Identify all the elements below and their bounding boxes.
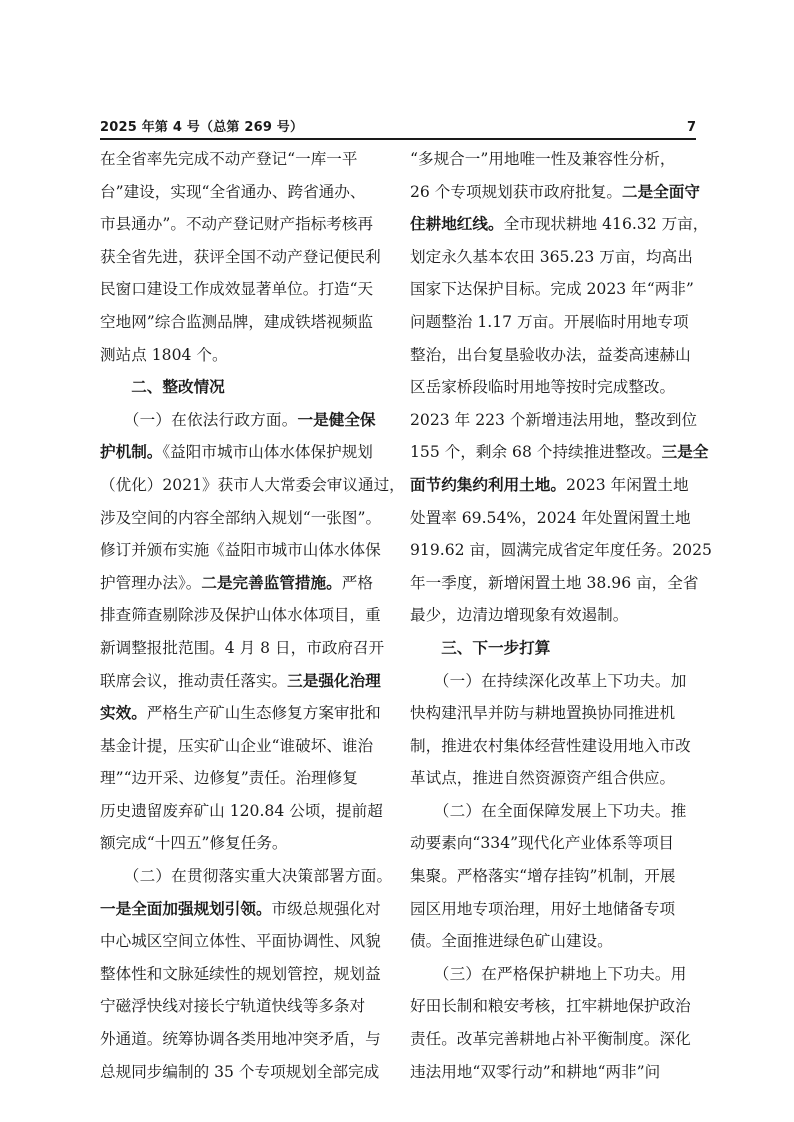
body-text: 年一季度，新增闲置土地 38.96 亩，全省: [410, 573, 699, 592]
text-line: [100, 632, 386, 665]
body-text: 155 个，剩余 68 个持续推进整改。: [410, 443, 662, 462]
body-text: 宁磁浮快线对接长宁轨道快线等多条对: [100, 997, 366, 1016]
body-text: 额完成“十四五”修复任务。: [100, 834, 288, 853]
bold-lead-phrase: 二是全面守: [621, 182, 700, 201]
body-text: 国家下达保护目标。完成 2023 年“两非”: [410, 280, 694, 299]
text-line: [100, 241, 386, 274]
text-line: [100, 273, 386, 306]
body-text: 2023 年 223 个新增违法用地，整改到位: [410, 410, 698, 429]
body-text: 联席会议，推动责任落实。: [100, 671, 288, 690]
body-text: 区岳家桥段临时用地等按时完成整改。: [410, 378, 676, 397]
text-line: [410, 925, 696, 958]
body-text: 2023 年闲置土地: [565, 475, 689, 494]
body-text: 《益阳市城市山体水体保护规划: [162, 443, 373, 462]
text-line: [100, 567, 386, 600]
page-number: 7: [686, 120, 696, 135]
text-line: [410, 990, 696, 1023]
text-line: [410, 665, 696, 698]
issue-label: 2025 年第 4 号（总第 269 号）: [100, 120, 304, 135]
bold-lead-phrase: 面节约集约利用土地。: [410, 475, 566, 494]
text-line: [410, 208, 709, 241]
left-text-column: [100, 143, 405, 1081]
text-line: [410, 143, 696, 176]
body-text: 严格生产矿山生态修复方案审批和: [146, 704, 381, 723]
text-line: [100, 502, 386, 535]
text-line: [410, 371, 696, 404]
body-text: 总规同步编制的 35 个专项规划全部完成: [100, 1062, 380, 1081]
body-text: 动要素向“334”现代化产业体系等项目: [410, 834, 675, 853]
text-line: [410, 502, 696, 535]
body-text: 用: [670, 964, 687, 983]
body-text: 制，推进农村集体经营性建设用地入市改: [410, 736, 691, 755]
subsection-heading: （二）在贯彻落实重大决策部署方面。: [100, 867, 393, 886]
text-line: [100, 958, 386, 991]
body-text: 修订并颁布实施《益阳市城市山体水体保: [100, 541, 381, 560]
body-text: 处置率 69.54%，2024 年处置闲置土地: [410, 508, 691, 527]
text-line: [410, 436, 709, 469]
body-text: 债。全面推进绿色矿山建设。: [410, 932, 613, 951]
text-line: [410, 1023, 696, 1056]
bold-lead-phrase: 住耕地红线。: [410, 215, 504, 234]
text-line: [410, 241, 696, 274]
body-text: 好田长制和粮安考核，扛牢耕地保护政治: [410, 997, 691, 1016]
body-text: 26 个专项规划获市政府批复。: [410, 182, 622, 201]
body-text: 外通道。统筹协调各类用地冲突矛盾，与: [100, 1030, 381, 1049]
body-text: 快构建汛旱并防与耕地置换协同推进机: [410, 704, 676, 723]
body-text: 民窗口建设工作成效显著单位。打造“天: [100, 280, 374, 299]
text-line: [410, 176, 700, 209]
text-line: [100, 827, 386, 860]
text-line: [100, 925, 386, 958]
subsection-heading: （一）在依法行政方面。: [100, 410, 298, 429]
text-line: [410, 958, 696, 991]
body-text: “多规合一”用地唯一性及兼容性分析，: [410, 150, 676, 168]
text-line: [410, 306, 696, 339]
body-text: 台”建设，实现“全省通办、跨省通办、: [100, 182, 366, 201]
text-line: [410, 827, 696, 860]
text-line: [100, 665, 386, 698]
text-line: [100, 1023, 386, 1056]
body-text: 历史遗留废弃矿山 120.84 公顷，提前超: [100, 801, 383, 820]
bold-lead-phrase: 护机制。: [100, 443, 163, 462]
text-line: [100, 176, 386, 209]
body-text: 基金计提，压实矿山企业“谁破坏、谁治: [100, 736, 374, 755]
text-line: [410, 567, 699, 600]
body-text: 护管理办法》。: [100, 573, 202, 592]
body-text: 获全省先进，获评全国不动产登记便民利: [100, 247, 381, 266]
body-text: 涉及空间的内容全部纳入规划“一张图”。: [100, 508, 382, 527]
body-text: 中心城区空间立体性、平面协调性、风貌: [100, 932, 381, 951]
text-line: [100, 762, 386, 795]
body-text: 空地网”综合监测品牌，建成铁塔视频监: [100, 312, 374, 331]
text-line: [100, 306, 386, 339]
body-text: 集聚。严格落实“增存挂钩”机制，开展: [410, 867, 676, 886]
body-text: 加: [670, 671, 687, 690]
body-text: 整治，出台复垦验收办法，益娄高速赫山: [410, 345, 691, 364]
body-text: 最少，边清边增现象有效遏制。: [410, 606, 629, 625]
bold-lead-phrase: 三是强化治理: [287, 671, 381, 690]
text-line: [100, 371, 386, 404]
text-line: [100, 697, 386, 730]
body-text: 理”“边开采、边修复”责任。治理修复: [100, 769, 358, 788]
body-text: 划定永久基本农田 365.23 万亩，均高出: [410, 247, 693, 266]
body-text: 园区用地专项治理，用好土地储备专项: [410, 899, 676, 918]
text-line: [410, 339, 696, 372]
text-line: [410, 632, 696, 665]
body-text: 责任。改革完善耕地占补平衡制度。深化: [410, 1030, 691, 1049]
body-text: 革试点，推进自然资源资产组合供应。: [410, 769, 676, 788]
text-line: [410, 762, 696, 795]
body-text: 919.62 亩，圆满完成省定年度任务。2025: [410, 541, 712, 560]
text-line: [100, 469, 405, 502]
bold-lead-phrase: 一是全面加强规划引领。: [100, 899, 272, 918]
subsection-heading: （二）在全面保障发展上下功夫。: [410, 801, 671, 820]
body-text: 全市现状耕地 416.32 万亩，: [503, 215, 709, 234]
text-line: [410, 697, 696, 730]
body-text: （优化）2021》获市人大常委会审议通过，: [100, 475, 405, 494]
text-line: [100, 1056, 386, 1089]
subsection-heading: （三）在严格保护耕地上下功夫。: [410, 964, 671, 983]
body-text: 整体性和文脉延续性的规划管控，规划益: [100, 964, 381, 983]
body-text: 市级总规强化对: [271, 899, 381, 918]
running-header: [100, 118, 696, 140]
text-line: [100, 404, 386, 437]
text-line: [100, 534, 386, 567]
text-line: [100, 208, 386, 241]
text-line: [100, 339, 386, 372]
text-line: [410, 599, 696, 632]
text-line: [410, 534, 712, 567]
body-text: 测站点 1804 个。: [100, 345, 228, 364]
body-text: 严格: [341, 573, 373, 592]
bold-lead-phrase: 三是全: [661, 443, 709, 462]
text-line: [410, 730, 696, 763]
text-line: [100, 143, 386, 176]
text-line: [100, 990, 386, 1023]
bold-lead-phrase: 二是完善监管措施。: [201, 573, 342, 592]
body-text: 在全省率先完成不动产登记“一库一平: [100, 150, 358, 168]
body-text: 排查筛查剔除涉及保护山体水体项目，重: [100, 606, 381, 625]
text-line: [410, 860, 696, 893]
text-line: [410, 893, 696, 926]
text-line: [410, 795, 696, 828]
bold-lead-phrase: 实效。: [100, 704, 147, 723]
text-line: [100, 860, 393, 893]
text-line: [410, 273, 696, 306]
body-text: 违法用地“双零行动”和耕地“两非”问: [410, 1062, 661, 1081]
section-heading: 三、下一步打算: [410, 638, 551, 657]
text-line: [100, 893, 386, 926]
text-line: [410, 469, 696, 502]
body-text: 推: [670, 801, 687, 820]
body-text: 新调整报批范围。4 月 8 日，市政府召开: [100, 638, 385, 657]
text-line: [410, 1056, 696, 1089]
text-line: [100, 436, 386, 469]
subsection-heading: （一）在持续深化改革上下功夫。: [410, 671, 671, 690]
text-line: [100, 795, 386, 828]
right-text-column: [410, 143, 712, 1081]
text-line: [410, 404, 696, 437]
body-text: 问题整治 1.17 万亩。开展临时用地专项: [410, 312, 689, 331]
section-heading: 二、整改情况: [100, 378, 225, 397]
bold-lead-phrase: 一是健全保: [297, 410, 376, 429]
text-line: [100, 599, 386, 632]
text-line: [100, 730, 386, 763]
body-text: 市县通办”。不动产登记财产指标考核再: [100, 215, 374, 234]
